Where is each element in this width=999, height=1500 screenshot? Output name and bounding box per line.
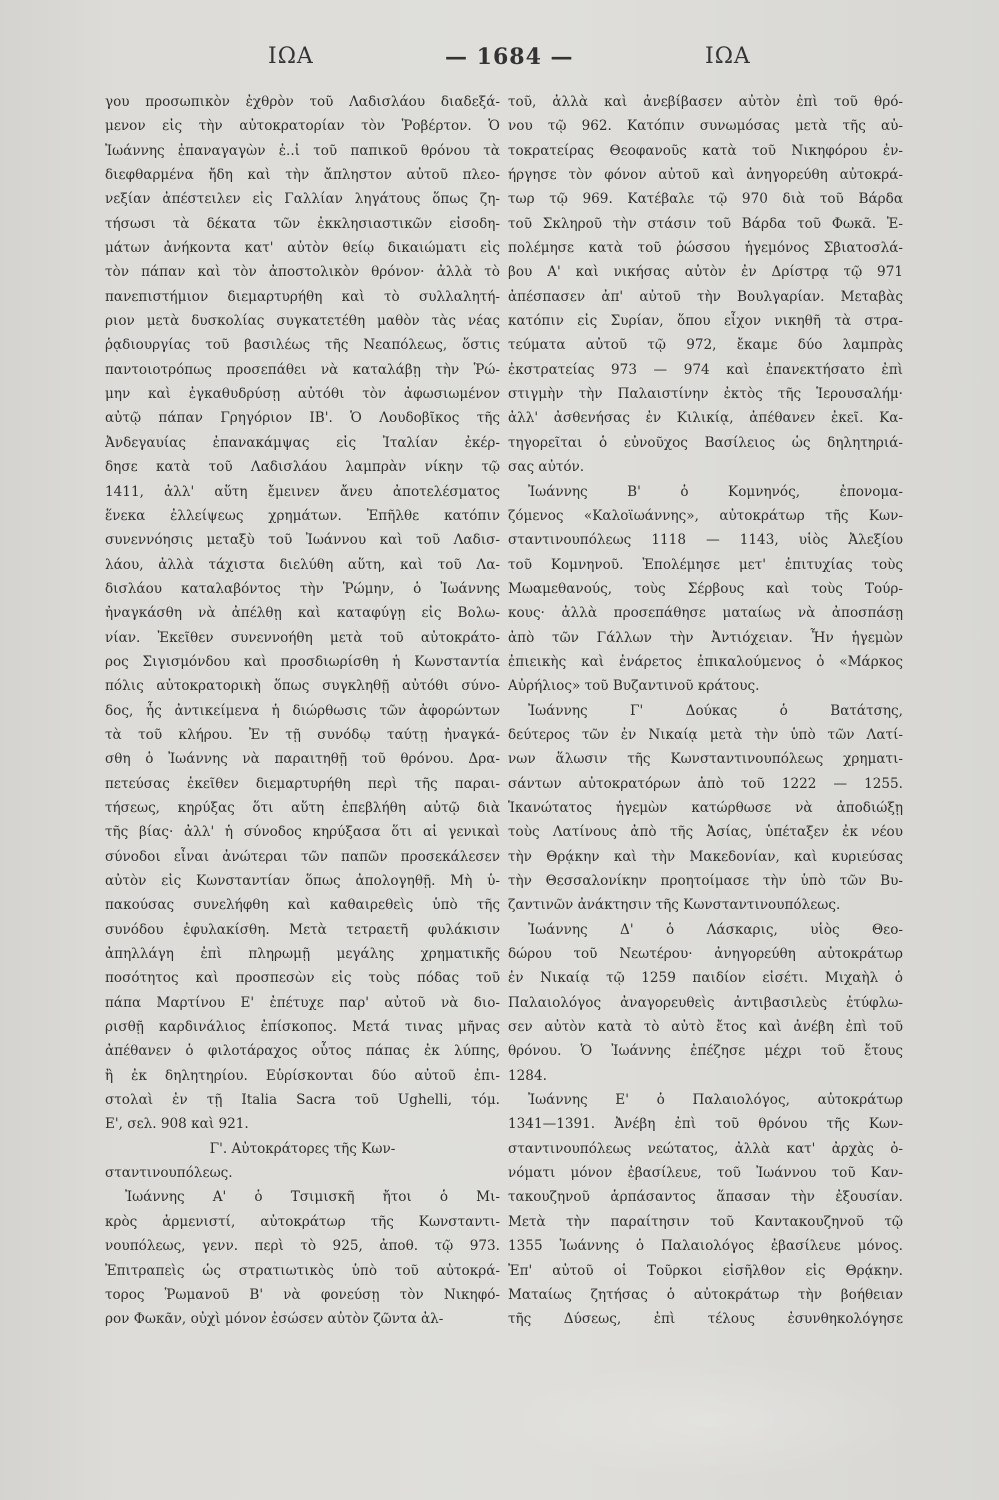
- text-line: θρόνου. Ὁ Ἰωάννης ἐπέζησε μέχρι τοῦ ἔτους: [508, 1043, 903, 1060]
- text-line: νίαν. Ἐκεῖθεν συνεννοήθη μετὰ τοῦ αὐτοκράτο-: [105, 629, 500, 646]
- text-line: Ἰωάννης Ε' ὁ Παλαιολόγος, αὐτοκράτωρ: [528, 1092, 903, 1109]
- text-line: τήσωσι τὰ δέκατα τῶν ἐκκλησιαστικῶν εἰσοδη-: [105, 215, 500, 232]
- text-line: ζαντινῶν ἀνάκτησιν τῆς Κωνσταντινουπόλεως.: [508, 897, 841, 914]
- text-line: τήσεως, κηρύξας ὅτι αὕτη ἐπεβλήθη αὐτῷ διὰ: [105, 799, 500, 816]
- left-column-body: [105, 90, 500, 1137]
- text-line: δεύτερος τῶν ἐν Νικαίᾳ μετὰ τὴν ὑπὸ τῶν Λατί-: [508, 726, 903, 743]
- text-line: δος, ἧς ἀντικείμενα ἡ διώρθωσις τῶν ἀφορώντων: [105, 702, 500, 719]
- text-line: Μωαμεθανούς, τοὺς Σέρβους καὶ τοὺς Τούρ-: [508, 580, 903, 597]
- text-line: Ἱκανώτατος ἡγεμὼν κατώρθωσε νὰ ἀποδιώξῃ: [508, 799, 903, 816]
- text-line: τοκρατείρας Θεοφανοῦς κατὰ τοῦ Νικηφόρου ἐν-: [508, 142, 903, 159]
- text-line: πόλις αὐτοκρατορικὴ ὅπως συγκληθῇ αὐτόθι σύνο-: [105, 678, 500, 695]
- text-line: σθη ὁ Ἰωάννης νὰ παραιτηθῇ τοῦ θρόνου. Δρα-: [105, 751, 500, 768]
- page-number: — 1684 —: [445, 44, 574, 70]
- text-line: παντοιοτρόπως προσεπάθει νὰ καταλάβῃ τὴν Ῥώ-: [105, 361, 500, 378]
- text-line: τακουζηνοῦ ἁρπάσαντος ἅπασαν τὴν ἐξουσίαν.: [508, 1189, 903, 1206]
- text-line: σταντινουπόλεως 1118 — 1143, υἱὸς Ἀλεξίου: [508, 532, 903, 549]
- text-line: πακούσας συνελήφθη καὶ καθαιρεθεὶς ὑπὸ τῆς: [105, 897, 500, 914]
- text-line: δησε κατὰ τοῦ Λαδισλάου λαμπρὰν νίκην τῷ: [105, 459, 500, 476]
- text-line: ἠναγκάσθη νὰ ἀπέλθῃ καὶ καταφύγῃ εἰς Βολω-: [105, 605, 500, 622]
- text-line: ἀπέθανεν ὁ φιλοτάραχος οὗτος πάπας ἐκ λύπης,: [105, 1043, 500, 1060]
- text-line: κους· ἀλλὰ προσεπάθησε ματαίως νὰ ἀποσπάσῃ: [508, 605, 903, 622]
- text-line: ῥᾳδιουργίας τοῦ βασιλέως τῆς Νεαπόλεως, ὅστις: [105, 337, 500, 354]
- text-line: πετεύσας ἐκεῖθεν διεμαρτυρήθη περὶ τῆς παραι-: [105, 775, 500, 792]
- text-line: τοῦ Κομνηνοῦ. Ἐπολέμησε μετ' ἐπιτυχίας τοὺς: [508, 556, 903, 573]
- text-line: 1284.: [508, 1067, 547, 1084]
- text-line: νου τῷ 962. Κατόπιν συνωμόσας μετὰ τῆς αὐ-: [508, 118, 903, 135]
- text-line: πάπα Μαρτίνου Ε' ἐπέτυχε παρ' αὐτοῦ νὰ διο-: [105, 994, 500, 1011]
- text-line: ριον μετὰ δυσκολίας συγκατετέθη μαθὸν τὰς νέας: [105, 313, 500, 330]
- text-line: Παλαιολόγος ἀναγορευθεὶς ἀντιβασιλεὺς ἐτύφλω-: [508, 994, 903, 1011]
- text-line: πανεπιστήμιον διεμαρτυρήθη καὶ τὸ συλλαλητή-: [105, 288, 500, 305]
- text-line: ἕνεκα ἐλλείψεως χρημάτων. Ἐπῆλθε κατόπιν: [105, 507, 500, 524]
- text-line: νόματι μόνον ἐβασίλευε, τοῦ Ἰωάννου τοῦ Καν-: [508, 1165, 903, 1182]
- text-line: ρον Φωκᾶν, οὐχὶ μόνον ἐσώσεν αὐτὸν ζῶντα ἀλ-: [105, 1311, 444, 1328]
- text-line: τὴν Θεσσαλονίκην προητοίμασε τὴν ὑπὸ τῶν Βυ-: [508, 873, 903, 889]
- running-header: [0, 44, 999, 84]
- text-line: Ἰωάννης Β' ὁ Κομνηνός, ἐπονομα-: [528, 483, 903, 500]
- text-line: ἀπὸ τῶν Γάλλων τὴν Ἀντιόχειαν. Ἦν ἡγεμὼν: [508, 629, 903, 646]
- text-line: νων ἅλωσιν τῆς Κωνσταντινουπόλεως χρηματι-: [508, 751, 903, 768]
- text-line: τηγορεῖται ὁ εὐνοῦχος Βασίλειος ὡς δηλητηριά-: [508, 434, 903, 451]
- text-line: Ἀνδεγαυίας ἐπανακάμψας εἰς Ἰταλίαν ἐκέρ-: [105, 434, 500, 451]
- text-line: τὸν πάπαν καὶ τὸν ἀποστολικὸν θρόνον· ἀλλὰ τὸ: [105, 264, 500, 281]
- text-line: τοῦ Σκληροῦ τὴν στάσιν τοῦ Βάρδα τοῦ Φωκᾶ. Ἐ-: [508, 215, 903, 232]
- text-line: ἐκστρατείας 973 — 974 καὶ ἐπανεκτήσατο ἐπὶ: [508, 361, 903, 378]
- text-line: τοὺς Λατίνους ἀπὸ τῆς Ἀσίας, ὑπέταξεν ἐκ νέου: [508, 824, 903, 841]
- library-watermark: [500, 1360, 920, 1480]
- entry-ioannes-d: [508, 918, 903, 1088]
- text-line: νεξίαν ἀπέστειλεν εἰς Γαλλίαν ληγάτους ὅπως ζη-: [105, 191, 500, 208]
- text-line: σας αὐτόν.: [508, 459, 585, 476]
- text-line: ήργησε τὸν φόνον αὐτοῦ καὶ ἀνηγορεύθη αὐτοκρά-: [508, 167, 903, 184]
- text-line: σταντινουπόλεως.: [105, 1165, 233, 1182]
- text-line: Μετὰ τὴν παραίτησιν τοῦ Καντακουζηνοῦ τῷ: [508, 1213, 903, 1230]
- text-line: δώρου τοῦ Νεωτέρου· ἀνηγορεύθη αὐτοκράτωρ: [508, 946, 903, 963]
- text-line: νουπόλεως, γενν. περὶ τὸ 925, ἀποθ. τῷ 973.: [105, 1238, 500, 1255]
- text-line: τεύματα αὐτοῦ τῷ 972, ἔκαμε δύο λαμπρὰς: [508, 337, 903, 354]
- text-line: αὐτῷ πάπαν Γρηγόριον ΙΒ'. Ὁ Λουδοβῖκος τῆς: [105, 410, 500, 427]
- text-line: ἐν Νικαίᾳ τῷ 1259 παιδίον εἰσέτι. Μιχαὴλ ὁ: [508, 970, 903, 987]
- text-line: βου Α' καὶ νικήσας αὐτὸν ἐν Δρίστρᾳ τῷ 971: [508, 264, 903, 281]
- text-line: Ἰωάννης Γ' Δούκας ὁ Βατάτσης,: [528, 702, 903, 719]
- text-line: τῆς Δύσεως, ἐπὶ τέλους ἐσυνθηκολόγησε: [508, 1311, 903, 1328]
- text-line: τὴν Θρᾴκην καὶ τὴν Μακεδονίαν, καὶ κυριεύσας: [508, 848, 903, 865]
- text-line: κατόπιν εἰς Συρίαν, ὅπου εἶχον νικηθῆ τὰ στρα-: [508, 313, 903, 330]
- entry-ioannes-e: [508, 1088, 903, 1331]
- text-line: Ἰωάννης Α' ὁ Τσιμισκῆ ἤτοι ὁ Μι-: [125, 1189, 500, 1206]
- entry-ioannes-a: [105, 1185, 500, 1331]
- entry-ioannes-b: [508, 480, 903, 699]
- right-column: [508, 90, 903, 1332]
- text-line: σεν αὐτὸν κατὰ τὸ αὐτὸ ἔτος καὶ ἀνέβη ἐπὶ τοῦ: [508, 1019, 903, 1036]
- text-line: τὰ τοῦ κλήρου. Ἐν τῇ συνόδῳ ταύτῃ ἠναγκά-: [105, 726, 500, 743]
- text-line: 1355 Ἰωάννης ὁ Παλαιολόγος ἐβασίλευε μόνος.: [508, 1238, 903, 1255]
- section-heading: [105, 1137, 500, 1186]
- text-line: Ματαίως ζητήσας ὁ αὐτοκράτωρ τὴν βοήθειαν: [508, 1286, 903, 1303]
- text-line: μην καὶ ἐγκαθυδρύσῃ αὐτόθι τὸν ἀφωσιωμένον: [105, 386, 500, 403]
- text-line: συνόδου ἐφυλακίσθη. Μετὰ τετραετῆ φυλάκισιν: [105, 921, 500, 938]
- text-line: ποσότητος καὶ προσπεσὼν εἰς τοὺς πόδας τοῦ: [105, 970, 500, 987]
- text-line: 1341—1391. Ἀνέβη ἐπὶ τοῦ θρόνου τῆς Κων-: [508, 1116, 903, 1133]
- text-line: στολαὶ ἐν τῇ Italia Sacra τοῦ Ughelli, τόμ.: [105, 1092, 500, 1109]
- text-line: Ἰωάννης Δ' ὁ Λάσκαρις, υἱὸς Θεο-: [528, 921, 903, 938]
- text-line: λάου, ἀλλὰ τάχιστα διελύθη αὕτη, καὶ τοῦ Λα-: [105, 556, 500, 573]
- text-line: γου προσωπικὸν ἐχθρὸν τοῦ Λαδισλάου διαδεξά-: [105, 94, 500, 110]
- text-line: αὐτὸν εἰς Κωνσταντίαν ὅπως ἀπολογηθῇ. Μὴ ὑ-: [105, 873, 500, 889]
- text-line: ρος Σιγισμόνδου καὶ προσδιωρίσθη ἡ Κωνσταντία: [105, 653, 500, 670]
- text-line: 1411, ἀλλ' αὕτη ἔμεινεν ἄνευ ἀποτελέσματος: [105, 483, 500, 500]
- text-line: Γ'. Αὐτοκράτορες τῆς Κων-: [209, 1140, 396, 1157]
- text-line: σύνοδοι εἶναι ἀνώτεραι τῶν παπῶν προσεκάλεσεν: [105, 848, 500, 865]
- header-left: ΙΩΑ: [268, 44, 314, 69]
- text-line: ἢ ἐκ δηλητηρίου. Εὑρίσκονται δύο αὐτοῦ ἐπι-: [105, 1067, 500, 1084]
- text-line: συνεννόησις μεταξὺ τοῦ Ἰωάννου καὶ τοῦ Λαδισ-: [105, 532, 500, 549]
- text-line: ἀπηλλάγη ἐπὶ πληρωμῇ μεγάλης χρηματικῆς: [105, 946, 500, 963]
- left-column: [105, 90, 500, 1332]
- text-line: τωρ τῷ 969. Κατέβαλε τῷ 970 διὰ τοῦ Βάρδα: [508, 191, 903, 208]
- text-line: Ε', σελ. 908 καὶ 921.: [105, 1116, 249, 1133]
- text-line: τῆς βίας· ἀλλ' ἡ σύνοδος κηρύξασα ὅτι αἱ γενικαὶ: [105, 824, 500, 841]
- text-line: Ἰωάννης ἐπαναγαγὼν ἐ..ἰ τοῦ παπικοῦ θρόνου τὰ: [105, 142, 500, 159]
- text-line: ἐπιεικὴς καὶ ἐνάρετος ἐπικαλούμενος ὁ «Μάρκος: [508, 653, 903, 670]
- text-line: σάντων αὐτοκρατόρων ἀπὸ τοῦ 1222 — 1255.: [508, 775, 903, 792]
- text-line: τοῦ, ἀλλὰ καὶ ἀνεβίβασεν αὐτὸν ἐπὶ τοῦ θρό-: [508, 94, 903, 110]
- text-line: διεφθαρμένα ἤδη καὶ τὴν ἄπληστον αὐτοῦ πλεο-: [105, 167, 500, 184]
- text-line: ρισθῇ καρδινάλιος ἐπίσκοπος. Μετά τινας μῆνας: [105, 1019, 500, 1036]
- right-column-body: [508, 90, 903, 480]
- text-line: πολέμησε κατὰ τοῦ ῥώσσου ἡγεμόνος Σβιατοσλά-: [508, 240, 903, 257]
- text-line: κρὸς ἀρμενιστί, αὐτοκράτωρ τῆς Κωνσταντι-: [105, 1213, 500, 1230]
- text-line: Ἐπιτραπεὶς ὡς στρατιωτικὸς ὑπὸ τοῦ αὐτοκρά-: [105, 1262, 500, 1279]
- text-line: Αὐρήλιος» τοῦ Βυζαντινοῦ κράτους.: [508, 678, 760, 695]
- header-right: ΙΩΑ: [705, 44, 751, 69]
- text-line: Ἐπ' αὐτοῦ οἱ Τοῦρκοι εἰσῆλθον εἰς Θρᾴκην.: [508, 1262, 903, 1279]
- text-line: ἀπέσπασεν ἀπ' αὐτοῦ τὴν Βουλγαρίαν. Μεταβὰς: [508, 288, 903, 305]
- text-line: μάτων ἀνήκοντα κατ' αὐτὸν θείῳ δικαιώματι εἰς: [105, 240, 500, 257]
- text-line: ἀλλ' ἀσθενήσας ἐν Κιλικίᾳ, ἀπέθανεν ἐκεῖ. Κα-: [508, 410, 903, 427]
- text-line: σταντινουπόλεως νεώτατος, ἀλλὰ κατ' ἀρχὰς ὀ-: [508, 1140, 903, 1157]
- text-line: δισλάου καταλαβόντος τὴν Ῥώμην, ὁ Ἰωάννης: [105, 580, 500, 597]
- text-line: τορος Ῥωμανοῦ Β' νὰ φονεύσῃ τὸν Νικηφό-: [105, 1286, 500, 1303]
- entry-ioannes-c: [508, 699, 903, 918]
- text-line: στιγμὴν τὴν Παλαιστίνην ἐκτὸς τῆς Ἱερουσαλήμ·: [508, 386, 903, 403]
- text-line: μενον εἰς τὴν αὐτοκρατορίαν τὸν Ῥοβέρτον. Ὁ: [105, 118, 500, 135]
- text-line: ζόμενος «Καλοϊωάννης», αὐτοκράτωρ τῆς Κων-: [508, 507, 903, 524]
